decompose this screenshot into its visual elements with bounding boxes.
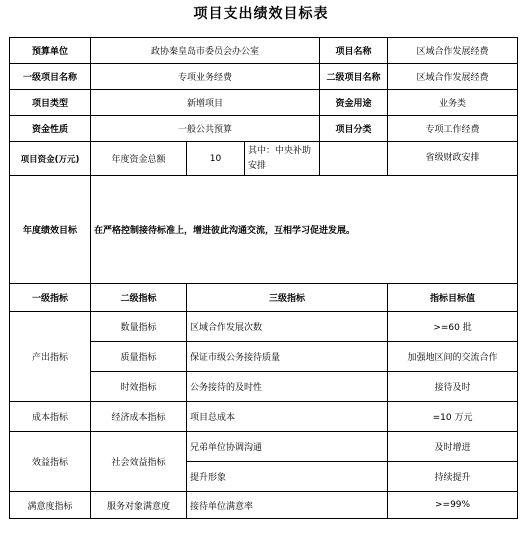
table-row	[10, 312, 518, 342]
table-row	[10, 432, 518, 462]
level2-indicator: 时效指标	[91, 372, 187, 402]
table-row	[10, 402, 518, 432]
level2-project-value: 区域合作发展经费	[388, 64, 518, 90]
table-row	[10, 492, 518, 519]
project-category-label: 项目分类	[320, 116, 388, 142]
target-value: =10 万元	[388, 402, 518, 432]
annual-goal-text: 在严格控制接待标准上，增进彼此沟通交流，互相学习促进发展。	[91, 176, 518, 284]
output-indicator-label: 产出指标	[10, 312, 91, 402]
header-level1: 一级指标	[10, 284, 91, 312]
project-name-value: 区域合作发展经费	[388, 38, 518, 64]
performance-goal-table	[9, 37, 518, 519]
level2-indicator: 服务对象满意度	[91, 492, 187, 519]
project-name-label: 项目名称	[320, 38, 388, 64]
target-value: 加强地区间的交流合作	[388, 342, 518, 372]
table-row	[10, 90, 518, 116]
annual-total-value: 10	[187, 142, 245, 176]
level2-indicator: 社会效益指标	[91, 432, 187, 492]
project-funds-label: 项目资金(万元)	[10, 142, 91, 176]
table-row	[10, 116, 518, 142]
fund-nature-value: 一般公共预算	[91, 116, 320, 142]
level2-indicator: 数量指标	[91, 312, 187, 342]
level2-project-label: 二级项目名称	[320, 64, 388, 90]
level3-indicator: 保证市级公务接待质量	[187, 342, 388, 372]
project-type-value: 新增项目	[91, 90, 320, 116]
level3-indicator: 区域合作发展次数	[187, 312, 388, 342]
provincial-funds-label: 省级财政安排	[388, 142, 518, 176]
level3-indicator: 兄弟单位协调沟通	[187, 432, 388, 462]
target-value: >=99%	[388, 492, 518, 519]
benefit-indicator-label: 效益指标	[10, 432, 91, 492]
level3-indicator: 接待单位满意率	[187, 492, 388, 519]
annual-total-label: 年度资金总额	[91, 142, 187, 176]
fund-nature-label: 资金性质	[10, 116, 91, 142]
target-value: 及时增进	[388, 432, 518, 462]
level2-indicator: 经济成本指标	[91, 402, 187, 432]
target-value: 接待及时	[388, 372, 518, 402]
budget-unit-value: 政协秦皇岛市委员会办公室	[91, 38, 320, 64]
level3-indicator: 公务接待的及时性	[187, 372, 388, 402]
table-row	[10, 142, 518, 176]
central-subsidy-value	[320, 142, 388, 176]
level3-indicator: 项目总成本	[187, 402, 388, 432]
target-value: 持续提升	[388, 462, 518, 492]
table-row	[10, 176, 518, 284]
table-row	[10, 64, 518, 90]
project-type-label: 项目类型	[10, 90, 91, 116]
header-target: 指标目标值	[388, 284, 518, 312]
header-level3: 三级指标	[187, 284, 388, 312]
fund-use-label: 资金用途	[320, 90, 388, 116]
level3-indicator: 提升形象	[187, 462, 388, 492]
header-level2: 二级指标	[91, 284, 187, 312]
page-title: 项目支出绩效目标表	[193, 6, 329, 22]
satisfaction-indicator-label: 满意度指标	[10, 492, 91, 519]
level1-project-label: 一级项目名称	[10, 64, 91, 90]
fund-use-value: 业务类	[388, 90, 518, 116]
table-row	[10, 284, 518, 312]
level1-project-value: 专项业务经费	[91, 64, 320, 90]
level2-indicator: 质量指标	[91, 342, 187, 372]
project-category-value: 专项工作经费	[388, 116, 518, 142]
target-value: >=60 批	[388, 312, 518, 342]
central-subsidy-label: 其中：中央补助安排	[245, 142, 320, 176]
budget-unit-label: 预算单位	[10, 38, 91, 64]
table-row	[10, 38, 518, 64]
annual-goal-label: 年度绩效目标	[10, 176, 91, 284]
cost-indicator-label: 成本指标	[10, 402, 91, 432]
